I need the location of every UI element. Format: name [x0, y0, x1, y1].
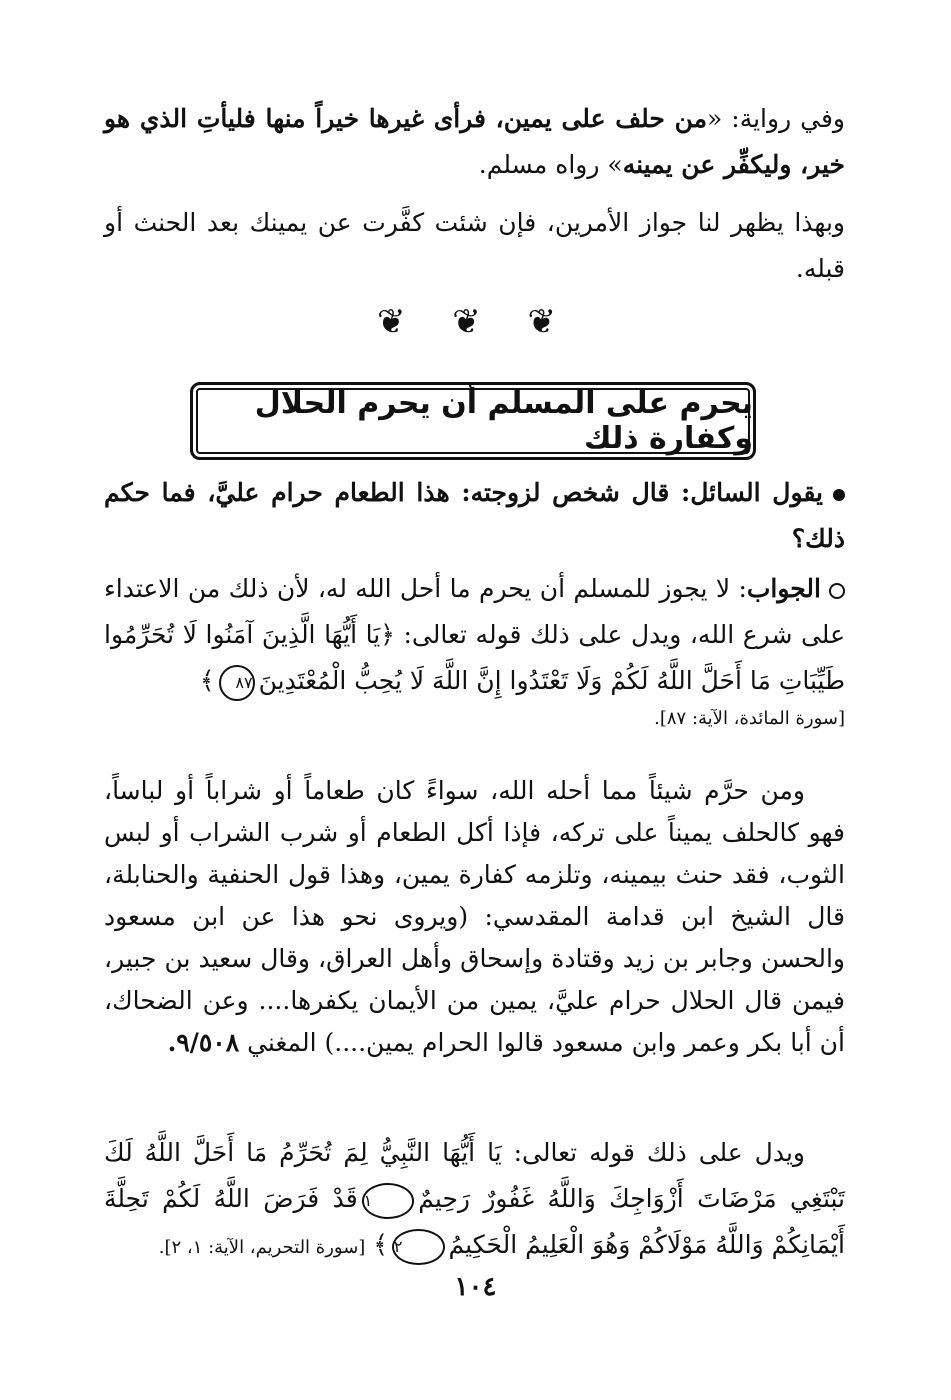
ruling-paragraph [104, 770, 845, 1064]
evidence-paragraph [104, 1130, 845, 1268]
hadith-quote: من حلف على يمين، فرأى غيرها خيراً منها فليأتِ الذي هو خير، وليكفِّر عن يمينه [104, 104, 845, 179]
section-title-box [190, 382, 756, 460]
hadith-paragraph [104, 96, 845, 188]
mughni-reference: ٩/٥٠٨. [167, 1028, 240, 1057]
quran-verse-2: قَدْ فَرَضَ اللَّهُ لَكُمْ تَحِلَّةَ أَيْمَانِكُمْ وَاللَّهُ مَوْلَاكُمْ وَهُوَ الْعَلِيمُ الْحَكِيمُ [104, 1184, 845, 1259]
ornament-divider: ❦ ❦ ❦ [376, 302, 575, 342]
verse-close-bracket-2: ﴾ [373, 1230, 388, 1259]
ruling-text: ومن حرَّم شيئاً مما أحله الله، سواءً كان طعاماً أو شراباً أو لباساً، فهو كالحلف يميناً على تركه، فإذا أكل الطعام أو شرب الشراب أو لبس الثوب، فقد حنث بيمينه، وتلزمه كفارة يمين، وهذا قول الحنفية والحنابلة، قال الشيخ ابن قدامة المقدسي: (ويروى نحو هذا عن ابن مسعود والحسن وجابر بن زيد وقتادة وإسحاق وأهل العراق، وقال سعيد بن جبير، فيمن قال الحلال حرام عليَّ، يمين من الأيمان يكفرها.... وعن الضحاك، أن أبا بكر وعمر وابن مسعود قالوا الحرام يمين....) المغني [104, 776, 845, 1057]
question-text: يقول السائل: قال شخص لزوجته: هذا الطعام حرام عليَّ، فما حكم ذلك؟ [104, 478, 845, 553]
verse-close-bracket: ﴾ [199, 666, 215, 695]
hadith-intro: وفي رواية: « [707, 104, 845, 133]
hadith-outro: » رواه مسلم. [478, 150, 623, 179]
page-number: ١٠٤ [454, 1272, 497, 1302]
quran-verse-1: يَا أَيُّهَا النَّبِيُّ لِمَ تُحَرِّمُ مَا أَحَلَّ اللَّهُ لَكَ تَبْتَغِي مَرْضَاتَ أَزْوَاجِكَ وَاللَّهُ غَفُورٌ رَحِيمٌ [104, 1138, 845, 1213]
verse-reference-2: [سورة التحريم، الآية: ١، ٢]. [158, 1237, 366, 1258]
circle-bullet-icon [829, 583, 845, 599]
quran-verse: ﴿يَا أَيُّهَا الَّذِينَ آمَنُوا لَا تُحَرِّمُوا طَيِّبَاتِ مَا أَحَلَّ اللَّهُ لَكُمْ وَلَا تَعْتَدُوا إِنَّ اللَّهَ لَا يُحِبُّ الْمُعْتَدِينَ [104, 620, 845, 695]
question-paragraph [104, 470, 845, 562]
section-title: يحرم على المسلم أن يحرم الحلال وكفارة ذلك [254, 386, 753, 456]
answer-label: الجواب [746, 574, 821, 603]
answer-text: : لا يجوز للمسلم أن يحرم ما أحل الله له، لأن ذلك من الاعتداء على شرع الله، ويدل على ذلك قوله تعالى: [104, 574, 845, 649]
ayah-number-marker-1: ١ [362, 1183, 415, 1219]
bullet-icon [833, 489, 845, 501]
ayah-number-marker-2: ٢ [392, 1229, 445, 1265]
verse-reference: [سورة المائدة، الآية: ٨٧]. [654, 708, 845, 729]
evidence-text: ويدل على ذلك قوله تعالى: [501, 1138, 805, 1167]
ayah-number-marker: ٨٧ [219, 665, 255, 701]
answer-paragraph [104, 566, 845, 734]
conclusion-paragraph: وبهذا يظهر لنا جواز الأمرين، فإن شئت كفَّرت عن يمينك بعد الحنث أو قبله. [104, 208, 845, 283]
